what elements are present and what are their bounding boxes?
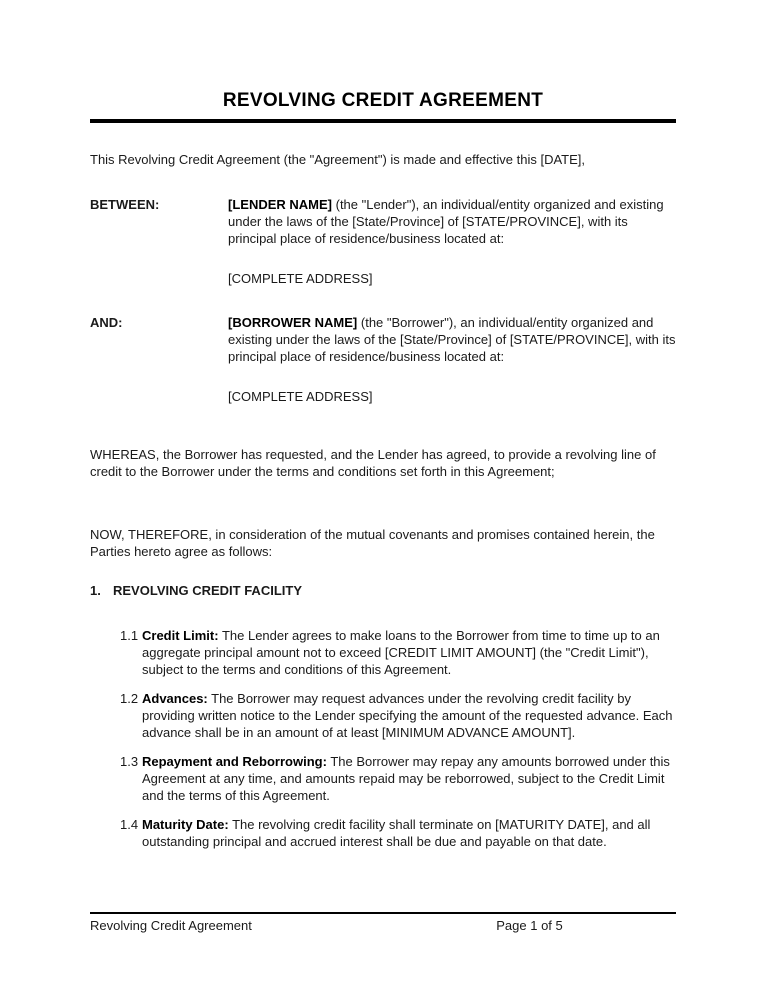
borrower-name-placeholder: [BORROWER NAME] bbox=[228, 315, 358, 330]
clause-label-1-1: Credit Limit: bbox=[142, 628, 219, 643]
borrower-description-text: (the "Borrower"), an individual/entity organized and existing under the laws of the [State/Province] of [STATE/PROVINCE], with its principal place of residence/business located at: bbox=[228, 315, 676, 364]
clause-label-1-3: Repayment and Reborrowing: bbox=[142, 754, 327, 769]
party-description-lender bbox=[228, 196, 676, 247]
footer-rule bbox=[90, 912, 676, 914]
clause-number-1-2: 1.2 bbox=[120, 691, 139, 706]
lender-address-placeholder: [COMPLETE ADDRESS] bbox=[228, 271, 373, 286]
section-number: 1. bbox=[90, 583, 101, 598]
clause-text-1-4 bbox=[142, 816, 676, 850]
clause-number-1-3: 1.3 bbox=[120, 754, 139, 769]
footer-document-title: Revolving Credit Agreement bbox=[90, 918, 252, 933]
clause-row-1-3 bbox=[120, 753, 676, 804]
party-row-borrower bbox=[90, 314, 676, 365]
section-heading bbox=[90, 582, 676, 599]
title-rule bbox=[90, 119, 676, 123]
clause-label-1-2: Advances: bbox=[142, 691, 208, 706]
clause-body-text-1-1: The Lender agrees to make loans to the Borrower from time to time up to an aggregate principal amount not to exceed [CREDIT LIMIT AMOUNT] (the "Credit Limit"), subject to the terms and conditions of this Agreement. bbox=[142, 628, 660, 677]
footer-row bbox=[90, 918, 676, 933]
page-footer bbox=[90, 912, 676, 933]
party-row-lender bbox=[90, 196, 676, 247]
party-description-borrower bbox=[228, 314, 676, 365]
clause-text-1-3 bbox=[142, 753, 676, 804]
clause-label-1-4: Maturity Date: bbox=[142, 817, 229, 832]
clause-number-1-4: 1.4 bbox=[120, 817, 139, 832]
footer-page-number: Page 1 of 5 bbox=[496, 918, 563, 933]
section-heading-text: REVOLVING CREDIT FACILITY bbox=[113, 583, 302, 598]
clause-row-1-1 bbox=[120, 627, 676, 678]
lender-description-text: (the "Lender"), an individual/entity organized and existing under the laws of the [State/Province] of [STATE/PROVINCE], with its principal place of residence/business located at: bbox=[228, 197, 664, 246]
borrower-address-placeholder: [COMPLETE ADDRESS] bbox=[228, 389, 373, 404]
now-therefore-paragraph: NOW, THEREFORE, in consideration of the mutual covenants and promises contained herein, the Parties hereto agree as follows: bbox=[90, 527, 655, 559]
document-content bbox=[90, 0, 676, 850]
intro-paragraph: This Revolving Credit Agreement (the "Agreement") is made and effective this [DATE], bbox=[90, 152, 586, 167]
party-label-and: AND: bbox=[90, 315, 123, 330]
clause-row-1-4 bbox=[120, 816, 676, 850]
clause-body-text-1-2: The Borrower may request advances under the revolving credit facility by providing written notice to the Lender specifying the amount of the requested advance. Each advance shall be in an amount of at least [MINIMUM ADVANCE AMOUNT]. bbox=[142, 691, 673, 740]
clause-text-1-2 bbox=[142, 690, 676, 741]
party-label-between: BETWEEN: bbox=[90, 197, 160, 212]
clause-number-1-1: 1.1 bbox=[120, 628, 139, 643]
whereas-paragraph: WHEREAS, the Borrower has requested, and the Lender has agreed, to provide a revolving line of credit to the Borrower under the terms and conditions set forth in this Agreement; bbox=[90, 447, 656, 479]
clause-text-1-1 bbox=[142, 627, 676, 678]
lender-name-placeholder: [LENDER NAME] bbox=[228, 197, 332, 212]
clause-row-1-2 bbox=[120, 690, 676, 741]
clause-body-text-1-3: The Borrower may repay any amounts borrowed under this Agreement at any time, and amounts repaid may be reborrowed, subject to the Credit Limit and the terms of this Agreement. bbox=[142, 754, 670, 803]
clause-body-text-1-4: The revolving credit facility shall terminate on [MATURITY DATE], and all outstanding principal and accrued interest shall be due and payable on that date. bbox=[142, 817, 651, 849]
document-title: REVOLVING CREDIT AGREEMENT bbox=[222, 90, 544, 111]
